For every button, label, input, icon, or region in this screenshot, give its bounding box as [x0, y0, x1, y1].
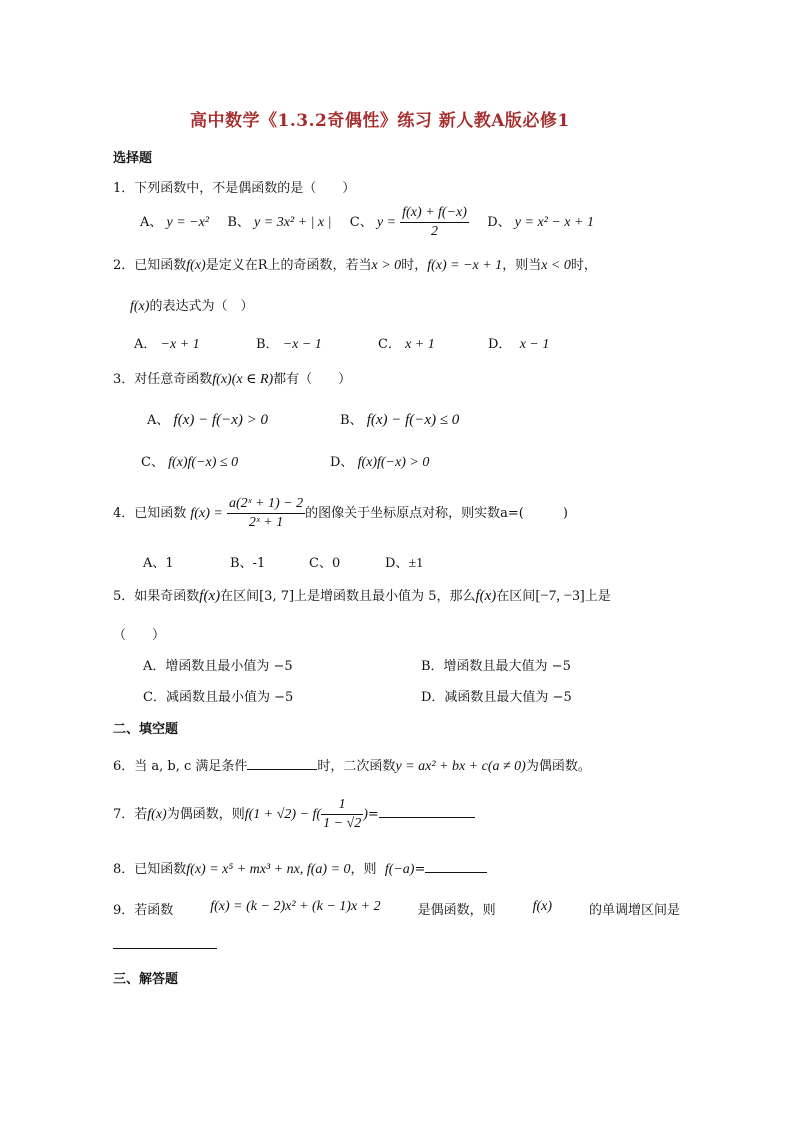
q2-text-b: 是定义在R上的奇函数，若当 [205, 258, 372, 273]
q1-option-a-label: A、 [140, 215, 163, 230]
q3-option-d [330, 451, 429, 471]
q3-text-a: 3．对任意奇函数 [113, 372, 213, 387]
question-2-stem-line2 [130, 295, 253, 315]
q8-text-post: = [414, 862, 426, 877]
q4-option-c: C、0 [309, 556, 341, 571]
q8-answer-blank[interactable] [425, 860, 487, 873]
q1-option-d-formula: y = x² − x + 1 [514, 215, 594, 230]
q7-formula-b: ) [363, 807, 368, 822]
q3-option-c-label: C、 [141, 455, 164, 470]
q1-option-c-denominator: 2 [431, 224, 439, 239]
q2-option-b-formula: −x − 1 [282, 337, 322, 352]
q4-option-d-label: D、 [385, 556, 409, 571]
q3-option-c-formula: f(x)f(−x) ≤ 0 [168, 455, 239, 470]
q5-option-a: A．增函数且最小值为 −5 [143, 659, 293, 674]
q2-option-b [256, 333, 322, 353]
q2-option-d-formula: x − 1 [519, 337, 550, 352]
q1-option-c-prefix: y = [376, 215, 397, 230]
q9-formula: f(x) = (k − 2)x² + (k − 1)x + 2 [210, 899, 381, 914]
q6-answer-blank[interactable] [247, 757, 317, 770]
q2-text-d: 时， [401, 258, 428, 273]
q2-option-c-label: C． [378, 337, 401, 352]
q7-numerator: 1 [321, 796, 363, 815]
q4-text-a: 4．已知函数 [113, 506, 187, 521]
q9-fx: f(x) [532, 899, 553, 914]
q7-denominator: 1 − √2 [323, 816, 362, 831]
q7-formula-a: f(1 + √2) − f( [244, 807, 322, 822]
question-5-stem-line2: （ ） [113, 628, 166, 643]
question-7 [113, 795, 475, 835]
q2-option-a-formula: −x + 1 [160, 337, 200, 352]
q8-text-pre: 8．已知函数 [113, 862, 187, 877]
question-3-stem [113, 368, 351, 388]
q1-option-c-fraction [400, 204, 469, 241]
q2-option-d [488, 333, 549, 353]
q5-text-b: 在区间[3, 7]上是增函数且最小值为 5，那么 [220, 589, 476, 604]
q3-option-c [141, 451, 238, 471]
q5-option-d: D．减函数且最大值为 −5 [421, 690, 572, 705]
section-heading-choice: 选择题 [113, 151, 153, 166]
q6-formula: y = ax² + bx + c(a ≠ 0) [395, 759, 526, 774]
q7-fraction [321, 796, 363, 833]
q3-option-a-label: A、 [147, 413, 170, 428]
q5-interval: [−7, −3] [535, 588, 585, 604]
q6-text-mid: 时，二次函数 [317, 759, 396, 774]
q7-text-pre: 7．若 [113, 807, 148, 822]
q2-option-c [378, 333, 435, 353]
q2-text-e: ，则当 [502, 258, 542, 273]
q8-formula-2: f(−a) [384, 862, 415, 877]
q4-fx-prefix: f(x) = [190, 506, 223, 521]
section-heading-fill: 二、填空题 [113, 722, 179, 737]
q2-line2-fx: f(x) [130, 299, 150, 314]
q3-option-b-label: B、 [340, 413, 363, 428]
question-1-options [140, 204, 594, 240]
q4-numerator: a(2ˣ + 1) − 2 [227, 495, 305, 514]
q9-text-mid: 是偶函数，则 [417, 903, 496, 918]
q9-text-pre: 9．若函数 [113, 903, 174, 918]
q2-option-a-label: A． [134, 337, 157, 352]
q4-text-b: 的图像关于坐标原点对称，则实数a=( ) [305, 506, 568, 521]
q7-fx: f(x) [147, 807, 167, 822]
q3-option-a-formula: f(x) − f(−x) > 0 [173, 412, 269, 428]
question-5-stem [113, 585, 611, 605]
q4-option-b: B、-1 [230, 556, 266, 571]
q2-option-c-formula: x + 1 [405, 337, 435, 352]
q1-option-c-label: C、 [349, 215, 373, 230]
q3-option-a [147, 409, 268, 429]
q4-option-d [385, 552, 423, 572]
q4-denominator: 2ˣ + 1 [248, 515, 284, 530]
q3-option-d-formula: f(x)f(−x) > 0 [357, 455, 430, 470]
q1-option-a-formula: y = −x² [166, 215, 210, 230]
page-title: 高中数学《1.3.2奇偶性》练习 新人教A版必修1 [190, 111, 570, 131]
q4-option-d-formula: ±1 [408, 556, 424, 571]
question-1-stem: 1．下列函数中，不是偶函数的是（ ） [113, 181, 356, 196]
q5-text-d: 上是 [584, 589, 611, 604]
question-8 [113, 858, 487, 878]
q2-cond-2: f(x) = −x + 1 [427, 258, 503, 273]
q1-option-b-label: B、 [227, 215, 250, 230]
q5-option-c: C．减函数且最小值为 −5 [143, 690, 294, 705]
q2-option-d-label: D． [488, 337, 512, 352]
q6-text-pre: 6．当 a, b, c 满足条件 [113, 759, 248, 774]
q8-formula: f(x) = x⁵ + mx³ + nx, f(a) = 0 [186, 862, 351, 877]
q3-option-b [340, 409, 459, 429]
q1-option-c-numerator: f(x) + f(−x) [400, 204, 469, 223]
q7-text-post: = [367, 807, 379, 822]
q2-option-a [134, 333, 200, 353]
q5-fx-2: f(x) [475, 588, 497, 604]
q2-cond-1: x > 0 [371, 258, 402, 273]
q5-option-b: B．增函数且最大值为 −5 [421, 659, 571, 674]
q2-option-b-label: B． [256, 337, 279, 352]
q4-option-a: A、1 [143, 556, 174, 571]
q2-text-f: 时， [570, 258, 597, 273]
q1-option-d-label: D、 [487, 215, 511, 230]
q3-option-b-formula: f(x) − f(−x) ≤ 0 [366, 412, 460, 428]
question-9 [113, 899, 680, 918]
q5-text-a: 5．如果奇函数 [113, 589, 200, 604]
q2-cond-3: x < 0 [541, 258, 571, 273]
q3-option-d-label: D、 [330, 455, 354, 470]
q2-line2-text: 的表达式为（ ） [149, 299, 254, 314]
question-4-stem [113, 494, 568, 534]
q7-text-mid: 为偶函数，则 [166, 807, 245, 822]
q7-answer-blank[interactable] [379, 805, 475, 818]
question-6 [113, 755, 591, 775]
q3-fx: f(x)(x ∈ R) [212, 372, 274, 387]
q6-text-post: 为偶函数。 [525, 759, 591, 774]
q9-answer-blank[interactable] [113, 948, 217, 949]
q4-fraction [227, 495, 305, 532]
q8-text-mid: ，则 [350, 862, 377, 877]
q5-fx-1: f(x) [199, 588, 221, 604]
section-heading-solve: 三、解答题 [113, 972, 179, 987]
q3-text-b: 都有（ ） [273, 372, 352, 387]
q9-text-post: 的单调增区间是 [588, 903, 680, 918]
question-2-stem [113, 254, 597, 274]
q1-option-b-formula: y = 3x² + | x | [254, 215, 332, 230]
q2-text-a: 2．已知函数 [113, 258, 187, 273]
q5-text-c: 在区间 [496, 589, 536, 604]
q2-fx: f(x) [186, 258, 206, 273]
